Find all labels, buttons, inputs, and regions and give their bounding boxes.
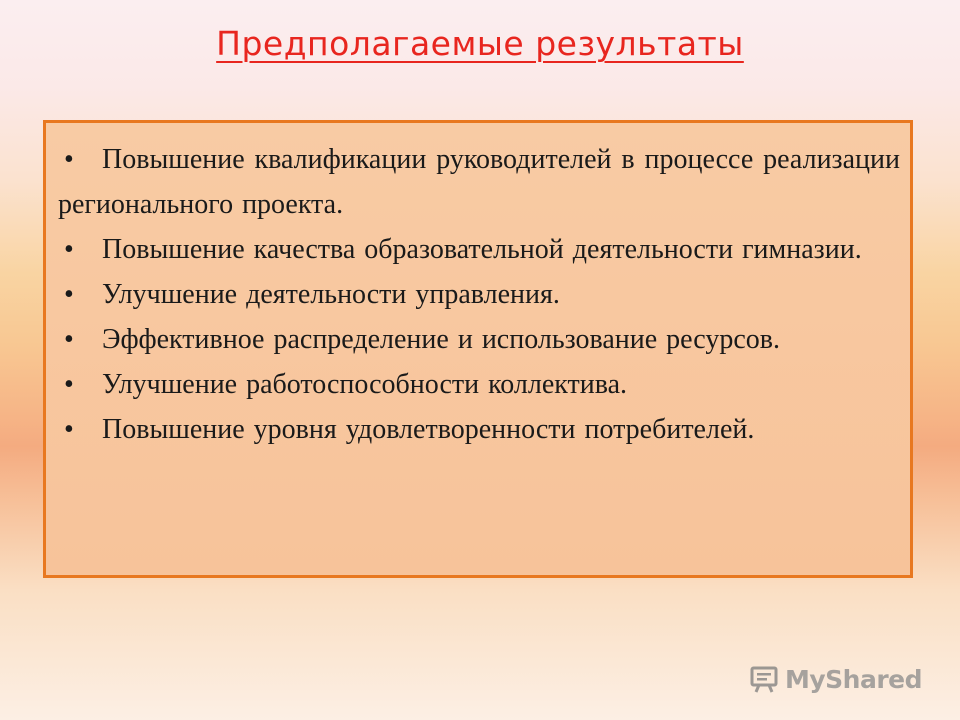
list-item-text: Повышение квалификации руководителей в процессе реализации регионального проекта. xyxy=(58,144,900,220)
list-item xyxy=(58,407,900,452)
list-item-text: Улучшение деятельности управления. xyxy=(102,279,560,310)
list-item-text: Улучшение работоспособности коллектива. xyxy=(102,369,628,400)
results-box xyxy=(43,120,913,578)
list-item xyxy=(58,317,900,362)
results-list xyxy=(58,137,900,452)
watermark-logo xyxy=(749,664,922,694)
list-item-text: Эффективное распределение и использование ресурсов. xyxy=(102,324,780,355)
list-item-text: Повышение уровня удовлетворенности потребителей. xyxy=(102,414,755,445)
watermark-text: MyShared xyxy=(784,664,922,694)
list-item xyxy=(58,362,900,407)
list-item xyxy=(58,227,900,272)
bullet-icon: • xyxy=(64,279,74,310)
bullet-icon: • xyxy=(64,144,74,175)
slide-title: Предполагаемые результаты xyxy=(216,24,744,63)
bullet-icon: • xyxy=(64,234,74,265)
bullet-icon: • xyxy=(64,369,74,400)
list-item xyxy=(58,137,900,227)
bullet-icon: • xyxy=(64,324,74,355)
list-item-text: Повышение качества образовательной деятельности гимназии. xyxy=(102,234,862,265)
bullet-icon: • xyxy=(64,414,74,445)
presentation-board-icon xyxy=(749,664,779,694)
list-item xyxy=(58,272,900,317)
